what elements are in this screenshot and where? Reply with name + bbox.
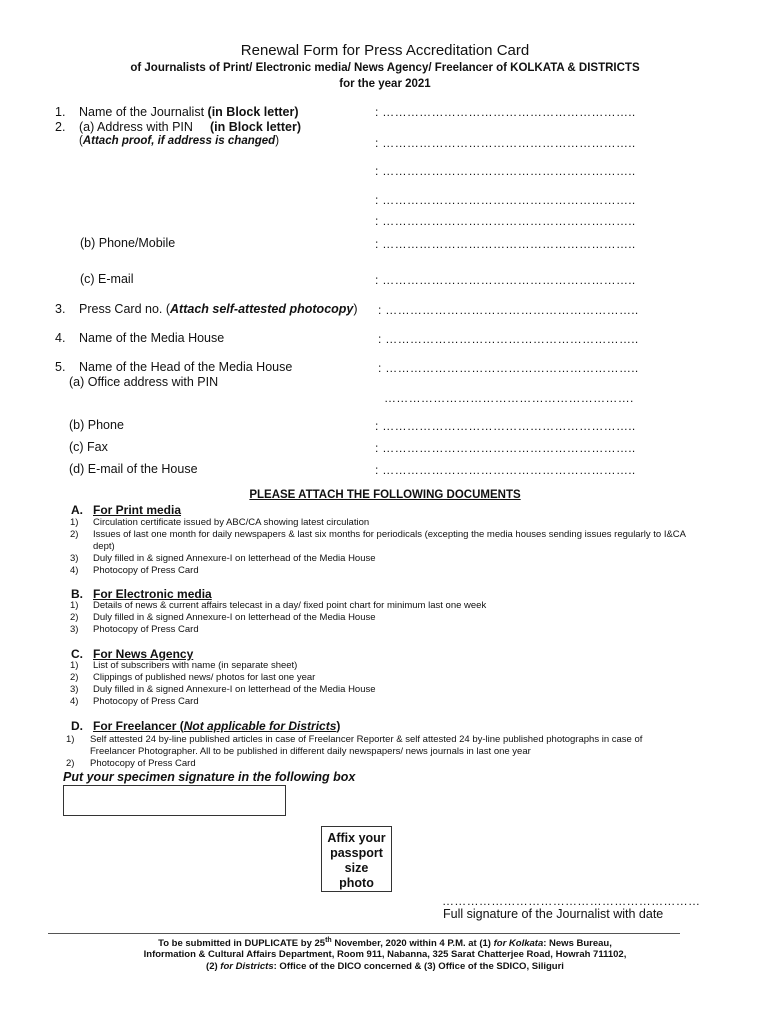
electronic-title: For Electronic media (93, 587, 212, 601)
signature-heading: Put your specimen signature in the following box (63, 770, 356, 784)
house-email-label: (d) E-mail of the House (69, 462, 198, 476)
attach-open: ( (79, 135, 83, 147)
house-email-field[interactable]: : …………………………………………………….. (375, 463, 636, 477)
field-2-note: (in Block letter) (210, 120, 301, 134)
field-3-close: ) (353, 302, 358, 316)
press-card-field[interactable]: : …………………………………………………….. (378, 303, 639, 317)
print-item-number: 4) (70, 565, 79, 576)
phone-mobile-label: (b) Phone/Mobile (80, 236, 176, 250)
freelancer-title-text: For Freelancer ( (93, 719, 184, 733)
footer-l3-it: for Districts (220, 961, 274, 972)
footer-l3-a: (2) (206, 961, 221, 972)
print-letter: A. (71, 503, 83, 517)
agency-item-text: Duly filled in & signed Annexure-I on letterhead of the Media House (93, 684, 376, 695)
field-3-label-text: Press Card no. ( (79, 302, 171, 316)
footer-l1-c: : News Bureau, (543, 938, 612, 950)
house-fax-label: (c) Fax (69, 440, 108, 454)
freelancer-title (93, 719, 340, 733)
freelancer-item-number: 2) (66, 758, 75, 769)
house-phone-label: (b) Phone (69, 418, 124, 432)
footer-l1-a: To be submitted in DUPLICATE by 25 (158, 938, 326, 950)
freelancer-item-text: Freelancer Photographer. All to be published in different daily newspapers/ news journals in last one year (90, 746, 531, 757)
address-line-3[interactable]: : …………………………………………………….. (375, 193, 636, 207)
electronic-item-text: Photocopy of Press Card (93, 624, 199, 635)
print-item-text: Issues of last one month for daily newspapers & last six months for periodicals (excepting the media houses sending issues regularly to I&CA (93, 529, 686, 540)
footer-line-1 (0, 937, 770, 949)
form-title: Renewal Form for Press Accreditation Card (240, 42, 530, 59)
journalist-name-field[interactable]: : …………………………………………………….. (375, 105, 636, 119)
passport-photo-box[interactable] (321, 826, 392, 892)
electronic-letter: B. (71, 587, 83, 601)
photo-line-3: size (344, 861, 369, 875)
specimen-signature-box[interactable] (63, 785, 286, 816)
agency-letter: C. (71, 647, 83, 661)
freelancer-item-text: Self attested 24 by-line published articles in case of Freelancer Reporter & self attested 24 by-line published photographs in case of (90, 734, 643, 745)
address-line-2[interactable]: : …………………………………………………….. (375, 164, 636, 178)
media-house-field[interactable]: : …………………………………………………….. (378, 332, 639, 346)
field-3-note: Attach self-attested photocopy (170, 302, 354, 316)
office-address-label: (a) Office address with PIN (69, 375, 219, 389)
field-1-label (79, 105, 299, 119)
field-4-number: 4. (55, 331, 66, 345)
electronic-item-number: 2) (70, 612, 79, 623)
field-3-number: 3. (55, 302, 66, 316)
full-signature-field[interactable]: ……………………………………………………… (442, 894, 701, 908)
documents-heading: PLEASE ATTACH THE FOLLOWING DOCUMENTS (249, 489, 521, 501)
agency-item-number: 3) (70, 684, 79, 695)
electronic-item-text: Duly filled in & signed Annexure-I on letterhead of the Media House (93, 612, 376, 623)
attach-close: ) (275, 135, 280, 147)
print-item-text: dept) (93, 541, 115, 552)
print-item-text: Photocopy of Press Card (93, 565, 199, 576)
office-address-field[interactable]: ……………………………………………………. (384, 391, 634, 405)
agency-item-text: Photocopy of Press Card (93, 696, 199, 707)
email-label: (c) E-mail (80, 272, 134, 286)
field-1-label-text: Name of the Journalist (79, 105, 208, 119)
print-item-text: Duly filled in & signed Annexure-I on letterhead of the Media House (93, 553, 376, 564)
footer-l1-it: for Kolkata (493, 938, 544, 950)
agency-item-text: List of subscribers with name (in separate sheet) (93, 660, 298, 671)
freelancer-item-text: Photocopy of Press Card (90, 758, 196, 769)
agency-item-text: Clippings of published news/ photos for last one year (93, 672, 316, 683)
print-item-text: Circulation certificate issued by ABC/CA showing latest circulation (93, 517, 370, 528)
photo-line-4: photo (339, 876, 374, 890)
house-phone-field[interactable]: : …………………………………………………….. (375, 419, 636, 433)
field-2-number: 2. (55, 120, 66, 134)
footer-l3-b: : Office of the DICO concerned & (3) Office of the SDICO, Siliguri (273, 961, 564, 972)
house-fax-field[interactable]: : …………………………………………………….. (375, 441, 636, 455)
media-head-field[interactable]: : …………………………………………………….. (378, 361, 639, 375)
address-line-1[interactable]: : …………………………………………………….. (375, 136, 636, 150)
freelancer-item-number: 1) (66, 734, 75, 745)
form-year: for the year 2021 (339, 78, 431, 90)
freelancer-note: Not applicable for Districts (183, 719, 337, 733)
print-title: For Print media (93, 503, 182, 517)
print-item-number: 2) (70, 529, 79, 540)
freelancer-letter: D. (71, 719, 83, 733)
print-item-number: 1) (70, 517, 79, 528)
form-subtitle: of Journalists of Print/ Electronic media/ News Agency/ Freelancer of KOLKATA & DISTRICTS (130, 62, 640, 74)
electronic-item-number: 3) (70, 624, 79, 635)
full-signature-label: Full signature of the Journalist with date (443, 907, 664, 921)
field-2-label: (a) Address with PIN (79, 120, 193, 134)
field-1-note: (in Block letter) (207, 105, 299, 119)
field-1-number: 1. (55, 105, 66, 119)
agency-item-number: 2) (70, 672, 79, 683)
photo-line-2: passport (330, 846, 383, 860)
footer-divider (48, 933, 680, 934)
email-field[interactable]: : …………………………………………………….. (375, 273, 636, 287)
freelancer-close: ) (336, 719, 341, 733)
field-5-number: 5. (55, 360, 66, 374)
print-item-number: 3) (70, 553, 79, 564)
footer-l1-b: November, 2020 within 4 P.M. at (1) (331, 938, 494, 950)
field-4-label: Name of the Media House (79, 331, 225, 345)
photo-line-1: Affix your (327, 831, 386, 845)
address-proof-note (79, 135, 279, 147)
agency-title: For News Agency (93, 647, 194, 661)
footer-line-2: Information & Cultural Affairs Department, Room 911, Nabanna, 325 Sarat Chatterjee Road, Howrah 711102, (143, 949, 627, 960)
electronic-item-number: 1) (70, 600, 79, 611)
footer-l1-sup: th (325, 937, 332, 944)
phone-mobile-field[interactable]: : …………………………………………………….. (375, 237, 636, 251)
footer-line-3 (0, 961, 770, 972)
field-5-label: Name of the Head of the Media House (79, 360, 293, 374)
attach-text: Attach proof, if address is changed (82, 135, 276, 147)
agency-item-number: 4) (70, 696, 79, 707)
field-3-label (79, 302, 358, 316)
electronic-item-text: Details of news & current affairs telecast in a day/ fixed point chart for minimum last one week (93, 600, 487, 611)
agency-item-number: 1) (70, 660, 79, 671)
address-line-4[interactable]: : …………………………………………………….. (375, 214, 636, 228)
